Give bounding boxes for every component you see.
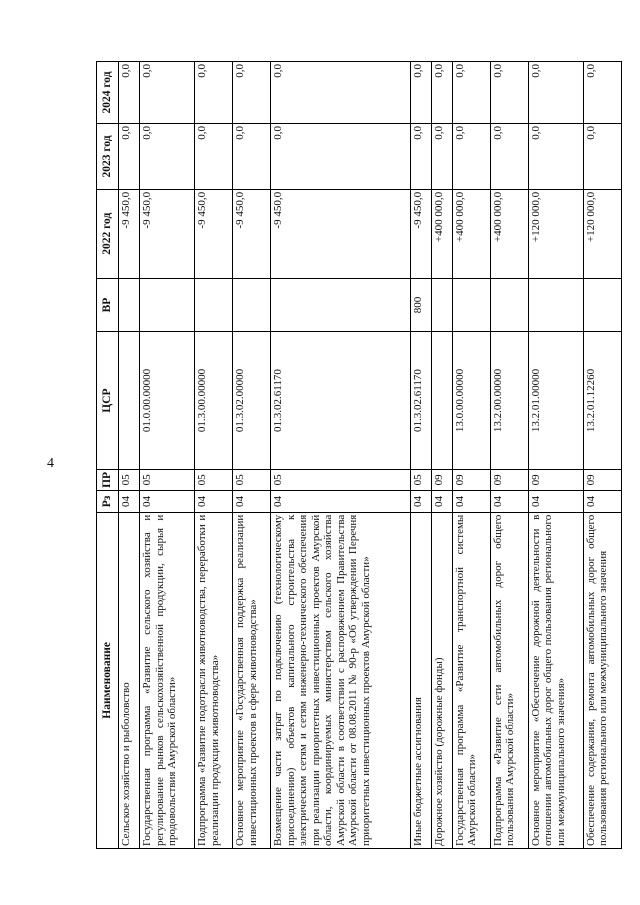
cell-y2022: +400 000,0 bbox=[452, 189, 490, 278]
cell-name: Государственная программа «Развитие сельского хозяйства и регулирование рынков сельскохозяйственной продукции, сырья и продовольствия Амурской области» bbox=[140, 512, 195, 848]
cell-y2022: -9 450,0 bbox=[271, 189, 411, 278]
table-row bbox=[452, 62, 490, 849]
cell-pr: 09 bbox=[452, 469, 490, 491]
cell-rz: 04 bbox=[410, 491, 431, 513]
cell-rz: 04 bbox=[583, 491, 621, 513]
cell-csr: 13.0.00.00000 bbox=[452, 332, 490, 469]
table-row bbox=[490, 62, 528, 849]
cell-csr: 01.3.00.00000 bbox=[195, 332, 233, 469]
table-row bbox=[528, 62, 583, 849]
cell-name: Возмещение части затрат по подключению (технологическому присоединению) объектов капитального строительства к электрическим сетям и сетям инженерно-технического обеспечения при реализации приоритетных инвестиционных проектов Амурской области, координируемых министерством сельского хозяйства Амурской области в соответствии с распоряжением Правительства Амурской области от 08.08.2011 № 90-р «Об утверждении Перечня приоритетных инвестиционных проектов Амурской области» bbox=[271, 512, 411, 848]
cell-name: Сельское хозяйство и рыболовство bbox=[119, 512, 140, 848]
cell-vr bbox=[195, 278, 233, 332]
cell-y2024: 0,0 bbox=[490, 62, 528, 124]
cell-vr bbox=[583, 278, 621, 332]
header-rz: Рз bbox=[97, 491, 119, 513]
cell-y2022: -9 450,0 bbox=[233, 189, 271, 278]
page-number: 4 bbox=[47, 456, 54, 471]
cell-y2022: -9 450,0 bbox=[410, 189, 431, 278]
cell-y2022: -9 450,0 bbox=[119, 189, 140, 278]
cell-y2022: -9 450,0 bbox=[195, 189, 233, 278]
cell-pr: 05 bbox=[195, 469, 233, 491]
cell-csr: 01.3.02.61170 bbox=[271, 332, 411, 469]
table-row bbox=[233, 62, 271, 849]
cell-csr: 13.2.00.00000 bbox=[490, 332, 528, 469]
cell-y2024: 0,0 bbox=[452, 62, 490, 124]
cell-rz: 04 bbox=[431, 491, 452, 513]
cell-y2022: +400 000,0 bbox=[431, 189, 452, 278]
cell-pr: 09 bbox=[490, 469, 528, 491]
cell-y2022: +120 000,0 bbox=[583, 189, 621, 278]
cell-vr bbox=[233, 278, 271, 332]
cell-name: Иные бюджетные ассигнования bbox=[410, 512, 431, 848]
cell-y2024: 0,0 bbox=[271, 62, 411, 124]
cell-name: Государственная программа «Развитие транспортной системы Амурской области» bbox=[452, 512, 490, 848]
cell-y2023: 0,0 bbox=[140, 123, 195, 189]
cell-y2024: 0,0 bbox=[140, 62, 195, 124]
table-row bbox=[140, 62, 195, 849]
cell-rz: 04 bbox=[233, 491, 271, 513]
cell-rz: 04 bbox=[140, 491, 195, 513]
cell-csr: 13.2.01.12260 bbox=[583, 332, 621, 469]
cell-pr: 05 bbox=[233, 469, 271, 491]
cell-csr: 01.3.02.00000 bbox=[233, 332, 271, 469]
cell-y2023: 0,0 bbox=[583, 123, 621, 189]
cell-y2023: 0,0 bbox=[490, 123, 528, 189]
header-pr: ПР bbox=[97, 469, 119, 491]
budget-table-container bbox=[96, 61, 622, 849]
cell-pr: 05 bbox=[119, 469, 140, 491]
cell-rz: 04 bbox=[490, 491, 528, 513]
cell-vr bbox=[528, 278, 583, 332]
cell-vr bbox=[490, 278, 528, 332]
budget-table bbox=[96, 61, 622, 849]
cell-rz: 04 bbox=[271, 491, 411, 513]
cell-csr: 01.3.02.61170 bbox=[410, 332, 431, 469]
cell-y2023: 0,0 bbox=[410, 123, 431, 189]
table-row bbox=[583, 62, 621, 849]
cell-rz: 04 bbox=[528, 491, 583, 513]
cell-vr bbox=[431, 278, 452, 332]
table-row bbox=[431, 62, 452, 849]
cell-vr bbox=[271, 278, 411, 332]
cell-y2022: +400 000,0 bbox=[490, 189, 528, 278]
cell-y2024: 0,0 bbox=[431, 62, 452, 124]
cell-rz: 04 bbox=[195, 491, 233, 513]
cell-pr: 09 bbox=[431, 469, 452, 491]
table-header-row bbox=[97, 62, 119, 849]
header-name: Наименование bbox=[97, 512, 119, 848]
table-row bbox=[271, 62, 411, 849]
cell-name: Подпрограмма «Развитие подотрасли животноводства, переработки и реализации продукции животноводства» bbox=[195, 512, 233, 848]
table-row bbox=[410, 62, 431, 849]
cell-pr: 05 bbox=[410, 469, 431, 491]
cell-y2024: 0,0 bbox=[119, 62, 140, 124]
cell-pr: 09 bbox=[583, 469, 621, 491]
table-row bbox=[195, 62, 233, 849]
header-2024: 2024 год bbox=[97, 62, 119, 124]
cell-y2024: 0,0 bbox=[583, 62, 621, 124]
header-vr: ВР bbox=[97, 278, 119, 332]
cell-pr: 05 bbox=[140, 469, 195, 491]
cell-csr bbox=[431, 332, 452, 469]
cell-name: Основное мероприятие «Обеспечение дорожной деятельности в отношении автомобильных дорог общего пользования регионального или межмуниципального значения» bbox=[528, 512, 583, 848]
cell-y2023: 0,0 bbox=[431, 123, 452, 189]
header-2022: 2022 год bbox=[97, 189, 119, 278]
cell-vr bbox=[119, 278, 140, 332]
cell-pr: 05 bbox=[271, 469, 411, 491]
cell-y2024: 0,0 bbox=[233, 62, 271, 124]
header-csr: ЦСР bbox=[97, 332, 119, 469]
cell-y2022: -9 450,0 bbox=[140, 189, 195, 278]
cell-csr: 13.2.01.00000 bbox=[528, 332, 583, 469]
cell-csr: 01.0.00.00000 bbox=[140, 332, 195, 469]
table-row bbox=[119, 62, 140, 849]
cell-y2024: 0,0 bbox=[195, 62, 233, 124]
cell-csr bbox=[119, 332, 140, 469]
cell-vr: 800 bbox=[410, 278, 431, 332]
cell-y2023: 0,0 bbox=[119, 123, 140, 189]
cell-name: Основное мероприятие «Государственная поддержка реализации инвестиционных проектов в сфере животноводства» bbox=[233, 512, 271, 848]
cell-vr bbox=[140, 278, 195, 332]
cell-y2023: 0,0 bbox=[452, 123, 490, 189]
cell-y2023: 0,0 bbox=[195, 123, 233, 189]
cell-y2023: 0,0 bbox=[528, 123, 583, 189]
cell-y2023: 0,0 bbox=[233, 123, 271, 189]
cell-y2023: 0,0 bbox=[271, 123, 411, 189]
cell-name: Подпрограмма «Развитие сети автомобильных дорог общего пользования Амурской области» bbox=[490, 512, 528, 848]
cell-name: Обеспечение содержания, ремонта автомобильных дорог общего пользования регионального или межмуниципального значения bbox=[583, 512, 621, 848]
cell-y2024: 0,0 bbox=[410, 62, 431, 124]
cell-rz: 04 bbox=[452, 491, 490, 513]
cell-rz: 04 bbox=[119, 491, 140, 513]
header-2023: 2023 год bbox=[97, 123, 119, 189]
cell-y2024: 0,0 bbox=[528, 62, 583, 124]
cell-vr bbox=[452, 278, 490, 332]
cell-name: Дорожное хозяйство (дорожные фонды) bbox=[431, 512, 452, 848]
cell-pr: 09 bbox=[528, 469, 583, 491]
cell-y2022: +120 000,0 bbox=[528, 189, 583, 278]
